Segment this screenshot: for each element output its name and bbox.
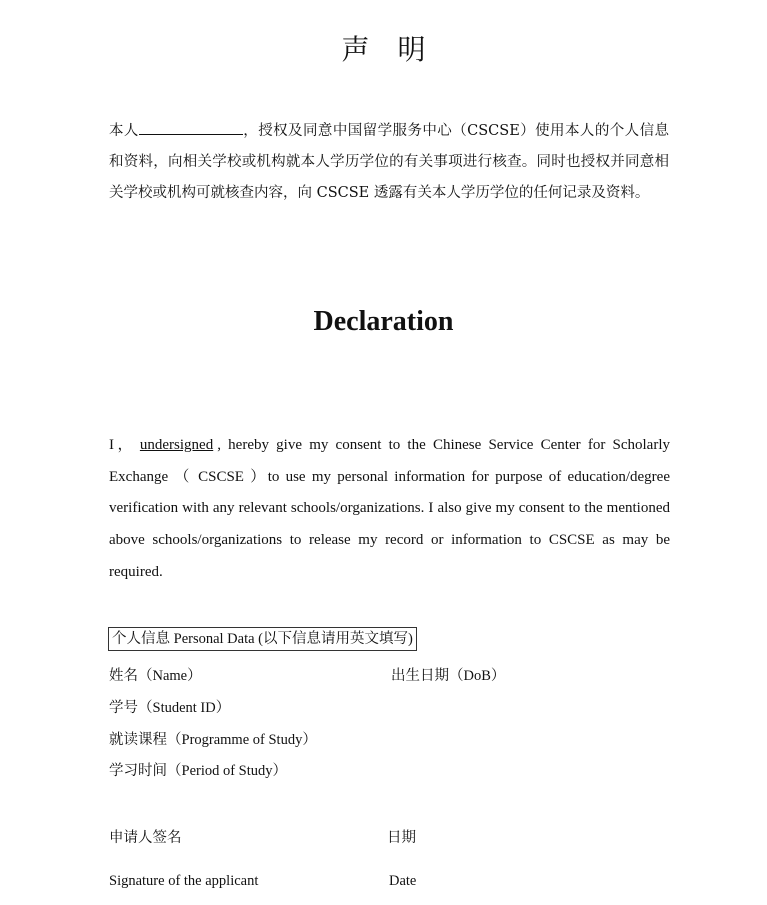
student-id-label: 学号（Student ID）	[109, 700, 231, 716]
programme-label: 就读课程（Programme of Study）	[109, 732, 317, 748]
personal-data-heading: 个人信息 Personal Data (以下信息请用英文填写)	[108, 627, 417, 651]
statement-chinese	[109, 116, 669, 209]
statement-english	[109, 430, 670, 589]
date-label-cn: 日期	[387, 830, 416, 846]
statement-cn-body: ，授权及同意中国留学服务中心（CSCSE）使用本人的个人信息和资料，向相关学校或机构就本人学历学位的有关事项进行核查。同时也授权并同意相关学校或机构可就核查内容，向 CSCSE 透露有关本人学历学位的任何记录及资料。	[109, 123, 670, 201]
page-title-english: Declaration	[313, 306, 454, 337]
applicant-signature-label-en: Signature of the applicant	[109, 873, 259, 889]
statement-en-prefix: I，	[109, 437, 136, 453]
date-label-en: Date	[389, 873, 417, 889]
statement-cn-prefix: 本人	[109, 123, 139, 139]
undersigned-text: undersigned	[139, 437, 214, 453]
name-label: 姓名（Name）	[109, 668, 202, 684]
page-title-chinese: 声明	[341, 33, 454, 66]
name-blank-line	[139, 120, 243, 135]
dob-label: 出生日期（DoB）	[391, 668, 506, 684]
applicant-signature-label-cn: 申请人签名	[109, 830, 182, 846]
statement-en-body: , hereby give my consent to the Chinese Service Center for Scholarly Exchange （ CSCSE ）to use my personal information for purpose of education/degree verification with any relevant schools/organizations. I also give my consent to the mentioned above schools/organizations to release my record or information to CSCSE as may be required.	[109, 437, 670, 580]
period-label: 学习时间（Period of Study）	[109, 763, 288, 779]
